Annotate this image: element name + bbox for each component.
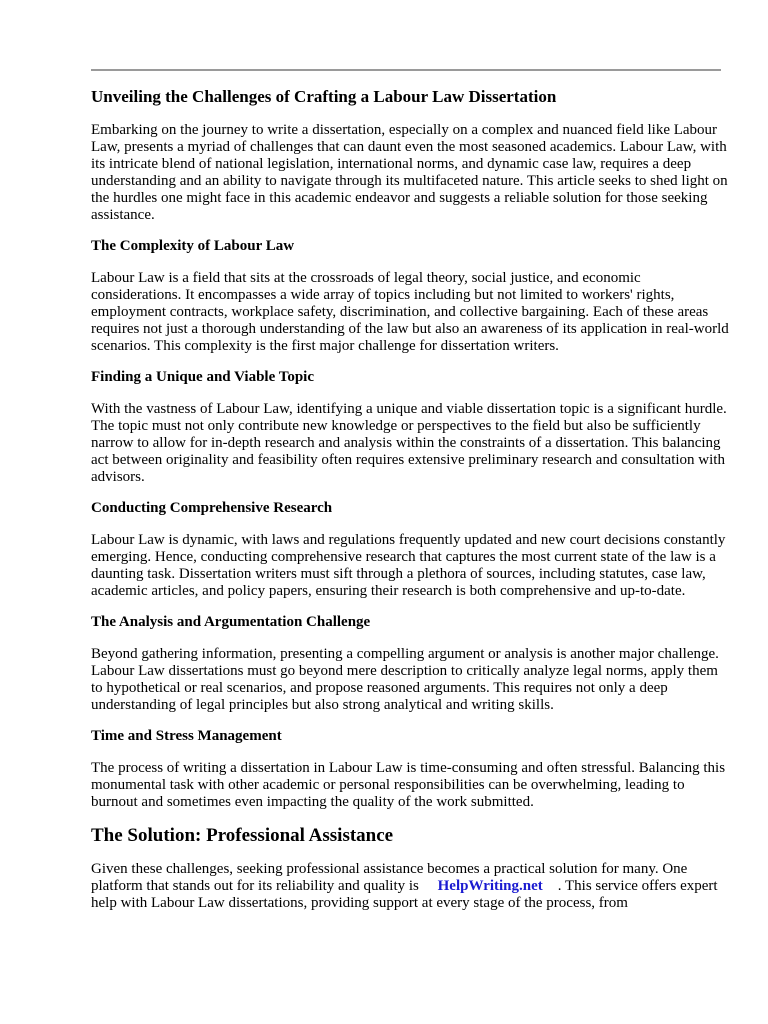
article-content bbox=[91, 86, 731, 926]
article-title: Unveiling the Challenges of Crafting a Labour Law Dissertation bbox=[91, 87, 557, 106]
section-heading-topic: Finding a Unique and Viable Topic bbox=[91, 369, 315, 385]
section-heading-time: Time and Stress Management bbox=[91, 728, 282, 744]
solution-text-before: Given these challenges, seeking professional assistance becomes a practical solution for many. One platform that stands out for its reliability and quality is bbox=[91, 861, 688, 894]
solution-heading: The Solution: Professional Assistance bbox=[91, 825, 394, 846]
section-body-research: Labour Law is dynamic, with laws and regulations frequently updated and new court decisions constantly emerging. Hence, conducting comprehensive research that captures the most current state of the law is a daunting task. Dissertation writers must sift through a plethora of sources, including statutes, case law, academic articles, and policy papers, ensuring their research is both comprehensive and up-to-date. bbox=[91, 532, 726, 599]
intro-paragraph: Embarking on the journey to write a dissertation, especially on a complex and nuanced field like Labour Law, presents a myriad of challenges that can daunt even the most seasoned academics. Labour Law, with its intricate blend of national legislation, international norms, and dynamic case law, requires a deep understanding and an ability to navigate through its multifaceted nature. This article seeks to shed light on the hurdles one might face in this academic endeavor and suggests a reliable solution for those seeking assistance. bbox=[91, 122, 728, 223]
section-heading-complexity: The Complexity of Labour Law bbox=[91, 238, 295, 254]
section-heading-analysis: The Analysis and Argumentation Challenge bbox=[91, 614, 371, 630]
helpwriting-link[interactable]: HelpWriting.net bbox=[437, 878, 543, 894]
section-body-time: The process of writing a dissertation in Labour Law is time-consuming and often stressful. Balancing this monumental task with other academic or personal responsibilities can be overwhelming, leading to burnout and sometimes even impacting the quality of the work submitted. bbox=[91, 760, 726, 810]
solution-text-after: . This service offers expert help with Labour Law dissertations, providing support at every stage of the process, from bbox=[91, 878, 718, 911]
section-body-complexity: Labour Law is a field that sits at the crossroads of legal theory, social justice, and economic considerations. It encompasses a wide array of topics including but not limited to workers' rights, employment contracts, workplace safety, discrimination, and collective bargaining. Each of these areas requires not just a thorough understanding of the law but also an awareness of its application in real-world scenarios. This complexity is the first major challenge for dissertation writers. bbox=[91, 270, 729, 354]
section-heading-research: Conducting Comprehensive Research bbox=[91, 500, 333, 516]
section-body-topic: With the vastness of Labour Law, identifying a unique and viable dissertation topic is a significant hurdle. The topic must not only contribute new knowledge or perspectives to the field but also be sufficiently narrow to allow for in-depth research and analysis within the constraints of a dissertation. This balancing act between originality and feasibility often requires extensive preliminary research and consultation with advisors. bbox=[91, 401, 727, 485]
section-body-analysis: Beyond gathering information, presenting a compelling argument or analysis is another major challenge. Labour Law dissertations must go beyond mere description to critically analyze legal norms, apply them to hypothetical or real scenarios, and propose reasoned arguments. This requires not only a deep understanding of legal principles but also strong analytical and writing skills. bbox=[91, 646, 719, 713]
solution-paragraph bbox=[91, 861, 731, 912]
top-divider bbox=[91, 69, 721, 71]
